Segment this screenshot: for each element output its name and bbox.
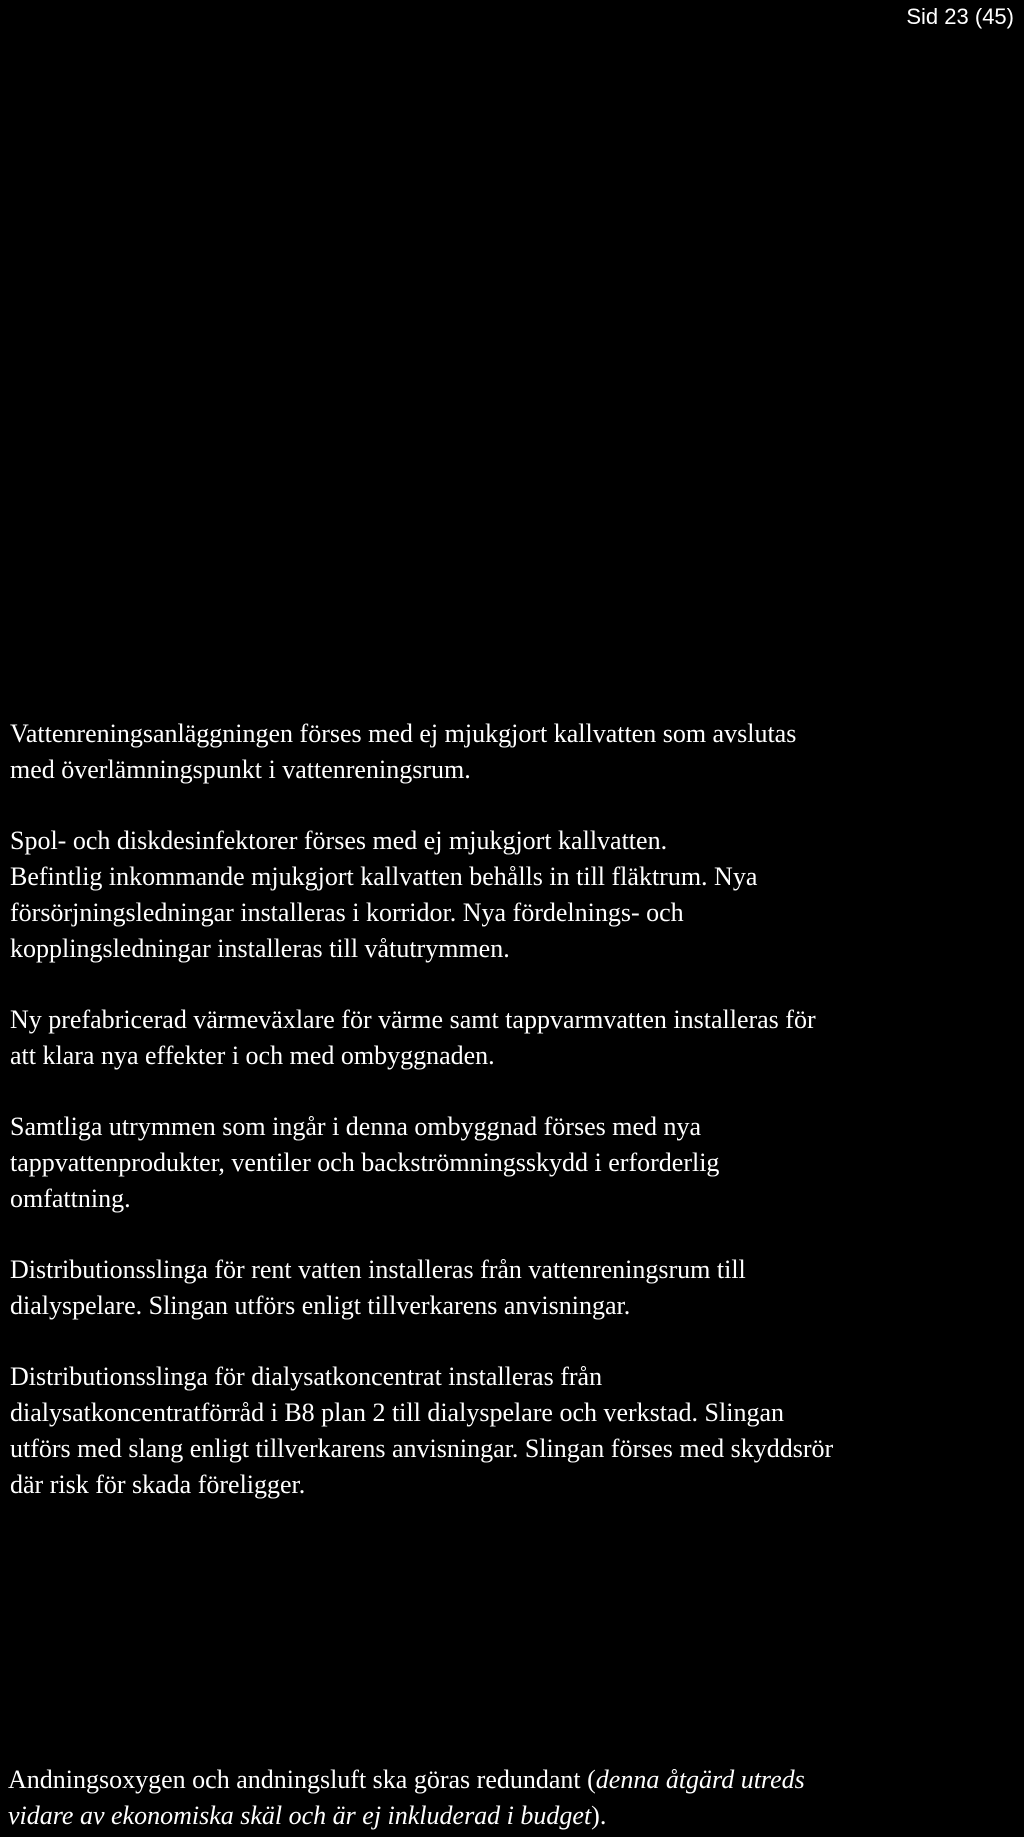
text-line: utförs med slang enligt tillverkarens anvisningar. Slingan förses med skyddsrör [10, 1434, 834, 1463]
text-italic: denna åtgärd utreds [595, 1765, 805, 1794]
text-line: Vattenreningsanläggningen förses med ej mjukgjort kallvatten som avslutas [10, 719, 797, 748]
text-line: omfattning. [10, 1184, 131, 1213]
paragraph-tap-water-products [10, 1109, 1010, 1217]
text-line [8, 1798, 1013, 1834]
text-plain: ). [591, 1801, 607, 1830]
text-line: Spol- och diskdesinfektorer förses med ej mjukgjort kallvatten. [10, 826, 668, 855]
text-line: Ny prefabricerad värmeväxlare för värme samt tappvarmvatten installeras för [10, 1005, 816, 1034]
paragraph-breathing-gas [8, 1762, 1013, 1834]
document-body [10, 716, 1010, 1538]
paragraph-pure-water-loop [10, 1252, 1010, 1324]
text-plain: Andningsoxygen och andningsluft ska göras redundant ( [8, 1765, 596, 1794]
text-line [8, 1762, 1013, 1798]
text-italic: vidare av ekonomiska skäl och är ej inkluderad i budget [8, 1801, 592, 1830]
text-line: Befintlig inkommande mjukgjort kallvatten behålls in till fläktrum. Nya [10, 862, 758, 891]
paragraph-disinfectors [10, 823, 1010, 967]
paragraph-heat-exchanger [10, 1002, 1010, 1074]
text-line: dialysatkoncentratförråd i B8 plan 2 till dialyspelare och verkstad. Slingan [10, 1398, 785, 1427]
text-line: med överlämningspunkt i vattenreningsrum. [10, 755, 471, 784]
paragraph-water-treatment [10, 716, 1010, 788]
text-line: dialyspelare. Slingan utförs enligt tillverkarens anvisningar. [10, 1291, 631, 1320]
page-number: Sid 23 (45) [906, 4, 1014, 29]
text-line: att klara nya effekter i och med ombyggnaden. [10, 1041, 495, 1070]
text-line: Samtliga utrymmen som ingår i denna ombyggnad förses med nya [10, 1112, 702, 1141]
text-line: tappvattenprodukter, ventiler och backströmningsskydd i erforderlig [10, 1148, 720, 1177]
paragraph-dialysate-loop [10, 1359, 1010, 1503]
text-line: Distributionsslinga för rent vatten installeras från vattenreningsrum till [10, 1255, 746, 1284]
text-line: Distributionsslinga för dialysatkoncentrat installeras från [10, 1362, 603, 1391]
text-line: där risk för skada föreligger. [10, 1470, 306, 1499]
text-line: försörjningsledningar installeras i korridor. Nya fördelnings- och [10, 898, 684, 927]
text-line: kopplingsledningar installeras till våtutrymmen. [10, 934, 510, 963]
